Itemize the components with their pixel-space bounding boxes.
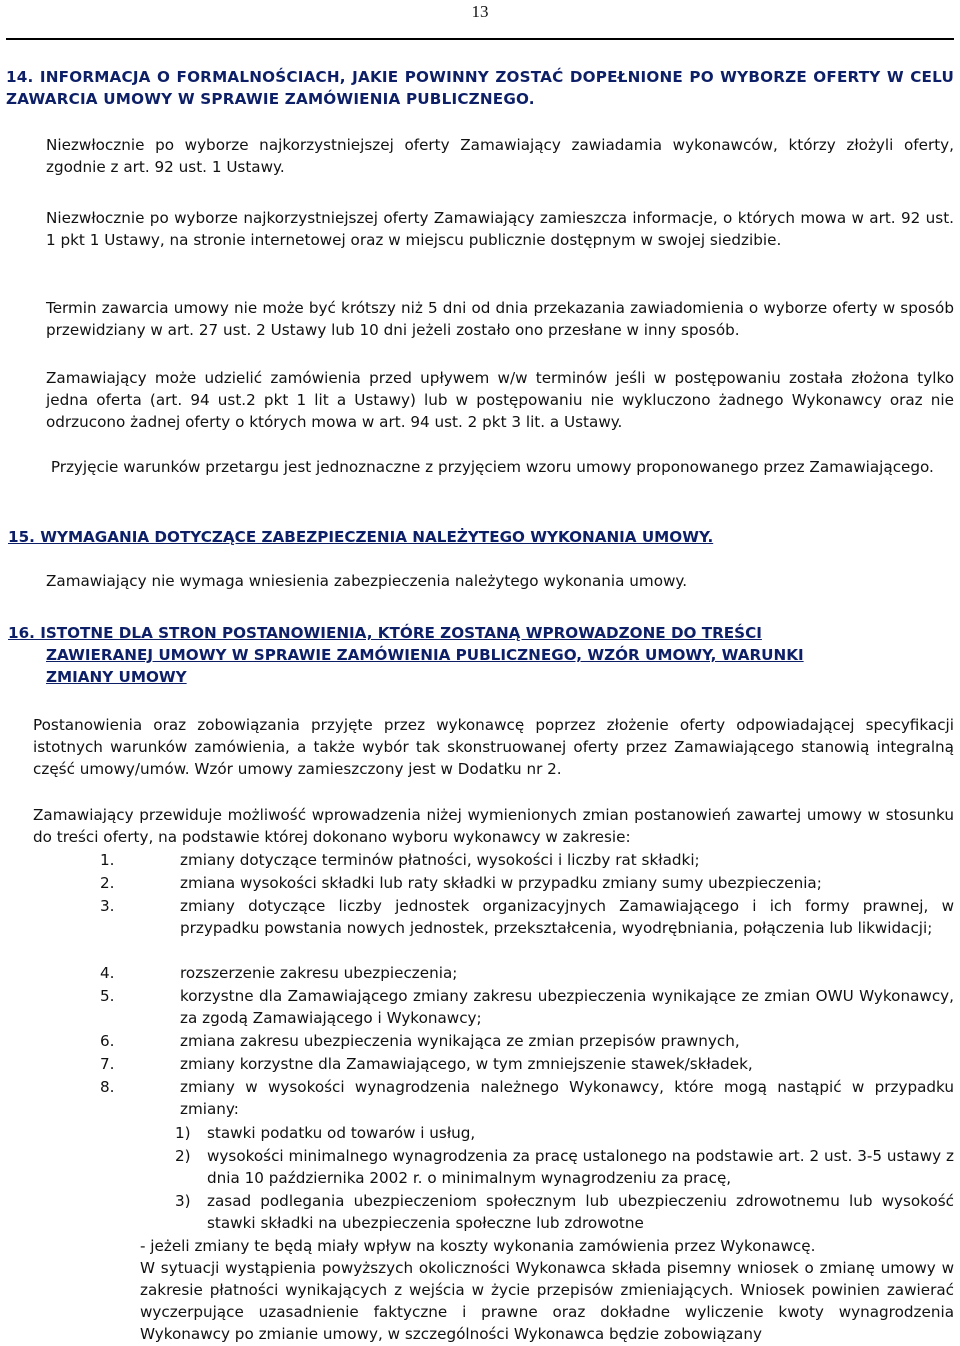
list-item-text: zmiany dotyczące terminów płatności, wysokości i liczby rat składki;	[180, 851, 700, 869]
section-14-paragraph-2: Niezwłocznie po wyborze najkorzystniejszej oferty Zamawiający zamieszcza informacje, o których mowa w art. 92 ust. 1 pkt 1 Ustawy, na stronie internetowej oraz w miejscu publicznie dostępnym w swojej siedzibie.	[46, 209, 954, 249]
header-rule	[6, 38, 954, 40]
sublist-item-text: stawki podatku od towarów i usług,	[207, 1124, 476, 1142]
list-item-text: zmiana wysokości składki lub raty składki w przypadku zmiany sumy ubezpieczenia;	[180, 874, 822, 892]
list-item-text: rozszerzenie zakresu ubezpieczenia;	[180, 964, 458, 982]
list-item-number: 2.	[100, 874, 115, 892]
section-16-paragraph-2: Zamawiający przewiduje możliwość wprowadzenia niżej wymienionych zmian postanowień zawartej umowy w stosunku do treści oferty, na podstawie której dokonano wyboru wykonawcy w zakresie:	[33, 806, 954, 846]
section-14-paragraph-4: Zamawiający może udzielić zamówienia przed upływem w/w terminów jeśli w postępowaniu została złożona tylko jedna oferta (art. 94 ust.2 pkt 1 lit a Ustawy) lub w postępowaniu nie wykluczono żadnego Wykonawcy oraz nie odrzucono żadnej oferty o których mowa w art. 94 ust. 2 pkt 3 lit. a Ustawy.	[46, 369, 954, 431]
list-item-number: 4.	[100, 964, 115, 982]
section-16-paragraph-4: W sytuacji wystąpienia powyższych okoliczności Wykonawca składa pisemny wniosek o zmianę umowy w zakresie płatności wynikających z wejścia w życie przepisów zmieniających. Wniosek powinien zawierać wyczerpujące uzasadnienie faktyczne i prawne oraz dokładne wyliczenie kwoty wynagrodzenia Wykonawcy po zmianie umowy, w szczególności Wykonawca będzie zobowiązany	[140, 1259, 954, 1343]
section-16-paragraph-1: Postanowienia oraz zobowiązania przyjęte przez wykonawcę poprzez złożenie oferty odpowiadającej specyfikacji istotnych warunków zamówienia, a także wybór tak skonstruowanej oferty przez Zamawiającego stanowią integralną część umowy/umów. Wzór umowy zamieszczony jest w Dodatku nr 2.	[33, 716, 954, 778]
section-14-paragraph-1: Niezwłocznie po wyborze najkorzystniejszej oferty Zamawiający zawiadamia wykonawców, którzy złożyli oferty, zgodnie z art. 92 ust. 1 Ustawy.	[46, 136, 954, 176]
list-item-number: 6.	[100, 1032, 115, 1050]
list-item-text: zmiany korzystne dla Zamawiającego, w tym zmniejszenie stawek/składek,	[180, 1055, 753, 1073]
sublist-item-text: zasad podlegania ubezpieczeniom społecznym lub ubezpieczeniu zdrowotnemu lub wysokość stawki składki na ubezpieczenia społeczne lub zdrowotne	[207, 1192, 954, 1232]
sublist-item-number: 2)	[175, 1147, 191, 1165]
section-15-heading: 15. WYMAGANIA DOTYCZĄCE ZABEZPIECZENIA NALEŻYTEGO WYKONANIA UMOWY.	[8, 528, 714, 546]
list-item-number: 3.	[100, 897, 115, 915]
section-14-paragraph-3: Termin zawarcia umowy nie może być krótszy niż 5 dni od dnia przekazania zawiadomienia o wyborze oferty w sposób przewidziany w art. 27 ust. 2 Ustawy lub 10 dni jeżeli zostało ono przesłane w inny sposób.	[46, 299, 954, 339]
section-16-heading-line-3: ZMIANY UMOWY	[46, 668, 187, 686]
sublist-item-number: 1)	[175, 1124, 191, 1142]
sublist-item-text: wysokości minimalnego wynagrodzenia za pracę ustalonego na podstawie art. 2 ust. 3-5 ustawy z dnia 10 października 2002 r. o minimalnym wynagrodzeniu za pracę,	[207, 1147, 954, 1187]
list-item-text: zmiany w wysokości wynagrodzenia należnego Wykonawcy, które mogą nastąpić w przypadku zmiany:	[180, 1078, 954, 1118]
section-16-paragraph-3: - jeżeli zmiany te będą miały wpływ na koszty wykonania zamówienia przez Wykonawcę.	[140, 1237, 816, 1255]
section-14-paragraph-5: Przyjęcie warunków przetargu jest jednoznaczne z przyjęciem wzoru umowy proponowanego przez Zamawiającego.	[46, 458, 934, 476]
section-16-heading-line-1: 16. ISTOTNE DLA STRON POSTANOWIENIA, KTÓRE ZOSTANĄ WPROWADZONE DO TREŚCI	[8, 624, 762, 642]
section-14-heading: 14. INFORMACJA O FORMALNOŚCIACH, JAKIE POWINNY ZOSTAĆ DOPEŁNIONE PO WYBORZE OFERTY W CELU ZAWARCIA UMOWY W SPRAWIE ZAMÓWIENIA PUBLICZNEGO.	[6, 68, 954, 108]
list-item-number: 5.	[100, 987, 115, 1005]
list-item-number: 8.	[100, 1078, 115, 1096]
list-item-text: zmiana zakresu ubezpieczenia wynikająca ze zmian przepisów prawnych,	[180, 1032, 740, 1050]
page-number: 13	[471, 2, 489, 21]
list-item-text: korzystne dla Zamawiającego zmiany zakresu ubezpieczenia wynikające ze zmian OWU Wykonawcy, za zgodą Zamawiającego i Wykonawcy;	[180, 987, 954, 1027]
list-item-number: 7.	[100, 1055, 115, 1073]
section-16-heading-line-2: ZAWIERANEJ UMOWY W SPRAWIE ZAMÓWIENIA PUBLICZNEGO, WZÓR UMOWY, WARUNKI	[46, 646, 804, 664]
list-item-number: 1.	[100, 851, 115, 869]
list-item-text: zmiany dotyczące liczby jednostek organizacyjnych Zamawiającego i ich formy prawnej, w przypadku powstania nowych jednostek, przekształcenia, wyodrębniania, połączenia lub likwidacji;	[180, 897, 954, 937]
section-15-paragraph-1: Zamawiający nie wymaga wniesienia zabezpieczenia należytego wykonania umowy.	[46, 572, 688, 590]
sublist-item-number: 3)	[175, 1192, 191, 1210]
